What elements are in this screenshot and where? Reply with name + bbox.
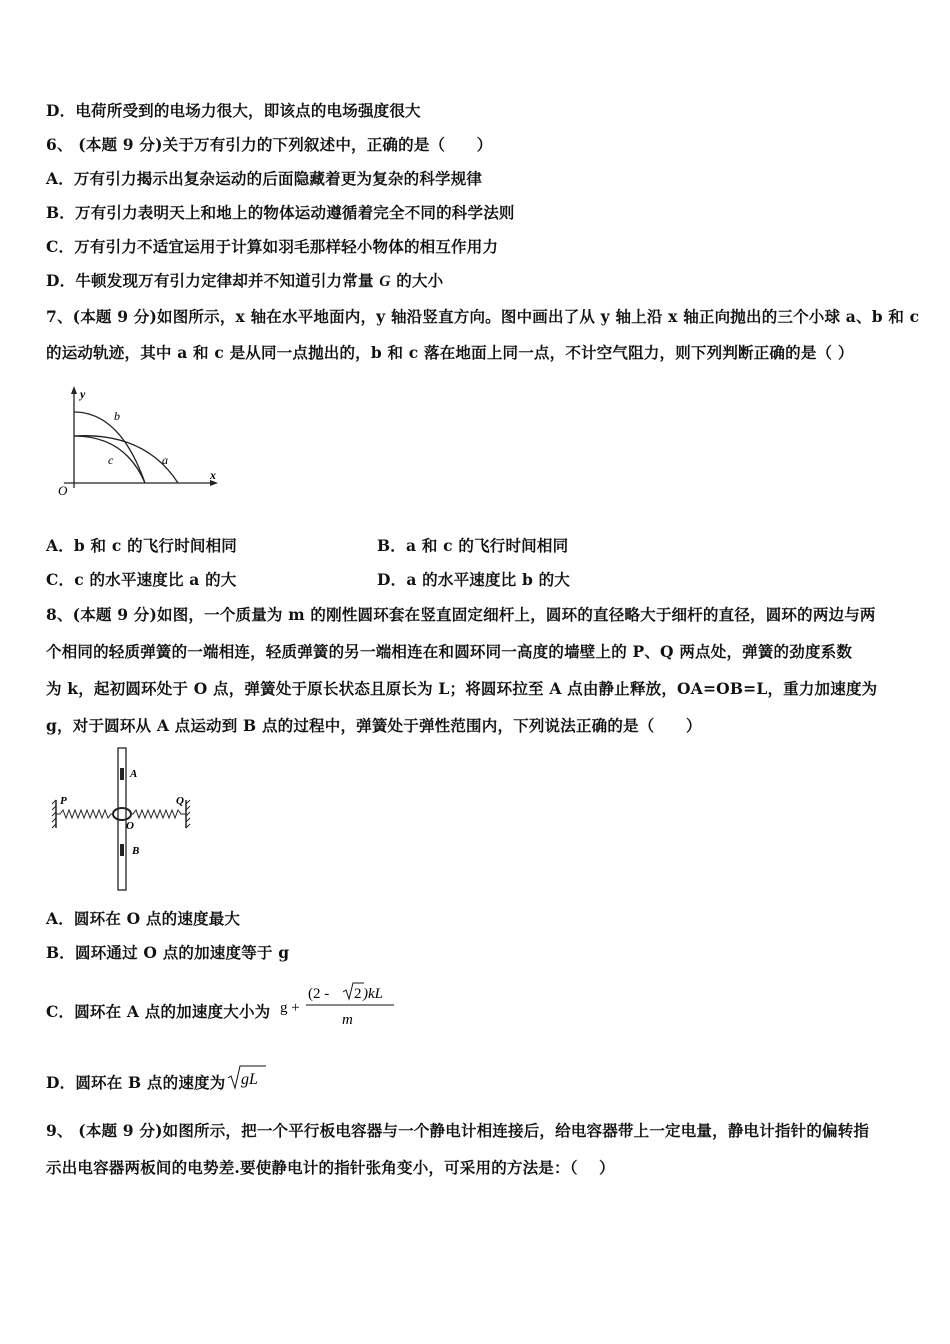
q7-curve-a-label: a: [162, 453, 168, 467]
q7-y-label: y: [80, 387, 86, 401]
q6-option-b: B．万有引力表明天上和地上的物体运动遵循着完全不同的科学法则: [46, 203, 515, 222]
q8-option-d-formula: [226, 1062, 270, 1094]
q8-option-c-formula: [278, 980, 402, 1032]
q8-stem-line1: 8、(本题 9 分)如图，一个质量为 m 的刚性圆环套在竖直固定细杆上，圆环的直径略大于细杆的直径，圆环的两边与两: [46, 605, 876, 624]
q8-option-b: B．圆环通过 O 点的加速度等于 g: [46, 943, 290, 962]
q7-stem-line2: 的运动轨迹，其中 a 和 c 是从同一点抛出的，b 和 c 落在地面上同一点，不计空气阻力，则下列判断正确的是（ ）: [46, 343, 854, 362]
q9-stem-line1: 9、 (本题 9 分)如图所示，把一个平行板电容器与一个静电计相连接后，给电容器带上一定电量，静电计指针的偏转指: [46, 1121, 870, 1140]
q7-curve-c-label: c: [108, 453, 114, 467]
q7-curve-b-label: b: [114, 409, 120, 423]
q7-origin-label: O: [58, 483, 68, 498]
q8-point-b-mark: [120, 844, 124, 856]
q8-formula-lead: g +: [280, 1000, 300, 1016]
q8-label-p: P: [60, 795, 67, 807]
q8-point-a-mark: [120, 768, 124, 780]
q6-option-a: A．万有引力揭示出复杂运动的后面隐藏着更为复杂的科学规律: [46, 169, 483, 188]
q7-y-arrow-icon: [71, 386, 77, 394]
q6-option-c: C．万有引力不适宜运用于计算如羽毛那样轻小物体的相互作用力: [46, 237, 499, 256]
q8-formula-sqrt-arg: 2: [354, 986, 362, 1002]
q6-option-d-pre: D．牛顿发现万有引力定律却并不知道引力常量: [46, 271, 380, 290]
q8-formula-den: m: [342, 1012, 353, 1028]
q8-label-o: O: [126, 820, 134, 832]
q8-stem-line2: 个相同的轻质弹簧的一端相连，轻质弹簧的另一端相连在和圆环同一高度的墙壁上的 P、Q 两点处，弹簧的劲度系数: [46, 642, 853, 661]
q8-option-d-sqrt-arg: gL: [241, 1071, 258, 1088]
q7-option-a: A．b 和 c 的飞行时间相同: [46, 536, 237, 555]
q6-option-d-post: 的大小: [390, 271, 444, 290]
q8-option-c: C．圆环在 A 点的加速度大小为: [46, 1002, 271, 1021]
q9-stem-line2: 示出电容器两板间的电势差.要使静电计的指针张角变小，可采用的方法是：（ ）: [46, 1158, 615, 1177]
q8-left-spring: [56, 810, 114, 818]
q8-right-spring: [130, 810, 186, 818]
q7-trajectory-figure: [50, 384, 230, 504]
q8-option-d: D．圆环在 B 点的速度为: [46, 1073, 226, 1092]
q5-option-d: D．电荷所受到的电场力很大，即该点的电场强度很大: [46, 101, 421, 120]
q8-label-b: B: [132, 845, 140, 857]
q7-option-b: B．a 和 c 的飞行时间相同: [377, 536, 569, 555]
q7-curve-b: [74, 412, 145, 483]
q8-ring-spring-figure: [50, 746, 200, 892]
q8-stem-line3: 为 k，起初圆环处于 O 点，弹簧处于原长状态且原长为 L；将圆环拉至 A 点由静止释放，OA=OB=L，重力加速度为: [46, 679, 878, 698]
q8-stem-line4: g，对于圆环从 A 点运动到 B 点的过程中，弹簧处于弹性范围内，下列说法正确的是（ ）: [46, 716, 702, 735]
q8-label-a: A: [130, 768, 138, 780]
q7-x-label: x: [210, 468, 216, 482]
q7-stem-line1: 7、(本题 9 分)如图所示，x 轴在水平地面内，y 轴沿竖直方向。图中画出了从 y 轴上沿 x 轴正向抛出的三个小球 a、b 和 c: [46, 307, 920, 326]
q6-option-d-var: G: [379, 273, 391, 290]
q7-option-d: D．a 的水平速度比 b 的大: [377, 570, 571, 589]
q6-option-d: [46, 270, 443, 293]
q7-option-c: C．c 的水平速度比 a 的大: [46, 570, 237, 589]
q8-formula-num-b: )kL: [363, 986, 383, 1002]
q8-option-a: A．圆环在 O 点的速度最大: [46, 909, 241, 928]
q8-label-q: Q: [176, 795, 184, 807]
q6-stem: 6、 (本题 9 分)关于万有引力的下列叙述中，正确的是（ ）: [46, 135, 493, 154]
q8-formula-num-a: (2 -: [308, 986, 330, 1002]
